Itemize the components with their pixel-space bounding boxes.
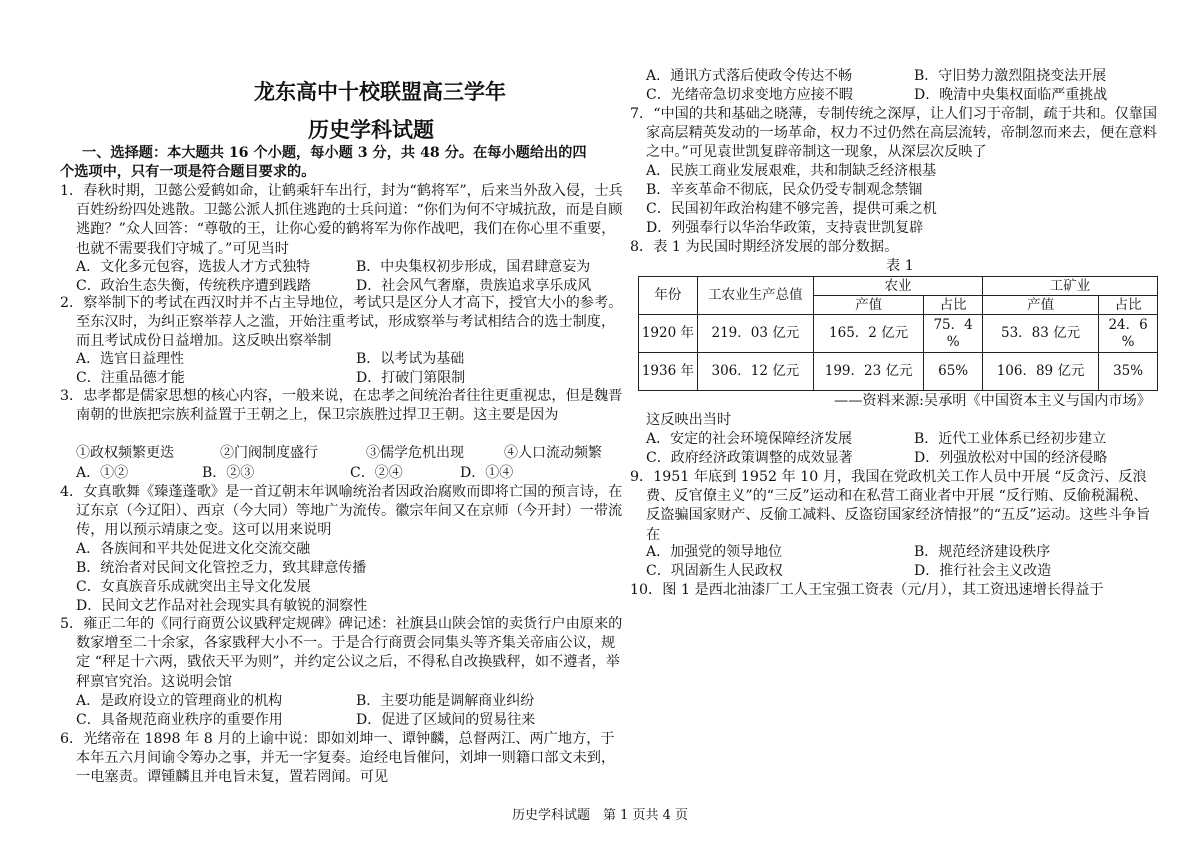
- option-b: B．近代工业体系已经初步建立: [914, 431, 1107, 447]
- option-b: B．规范经济建设秩序: [914, 544, 1051, 560]
- option-c: C．政治生态失衡，传统秩序遭到践踏: [76, 278, 311, 294]
- question-9-stem: 9．1951 年底到 1952 年 10 月，我国在党政机关工作人员中开展 “反贪污、反浪费、反官僚主义”的“三反”运动和在私营工商业者中开展 “反行贿、反偷税漏税、反盗骗国家财产、反偷工减料、反盗窃国家经济情报”的“五反”运动。这些斗争旨在: [630, 469, 1151, 543]
- option-a: A．文化多元包容，选拔人才方式独特: [76, 259, 311, 275]
- question-4-stem: 4．女真歌舞《臻蓬蓬歌》是一首辽朝末年讽喻统治者因政治腐败而即将亡国的预言诗，在辽东京（今辽阳）、西京（今大同）等地广为流传。徽宗年间又在京师（今开封）一带流传，用以预示靖康之变。这可以用来说明: [60, 484, 623, 539]
- option-d: D．促进了区域间的贸易往来: [356, 712, 536, 728]
- question-7-stem: 7．“中国的共和基础之晓薄，专制传统之深厚，让人们习于帝制，疏于共和。仅靠国家高层精英发动的一场革命，权力不过仍然在高层流转，帝制忽而来去，便在意料之中。”可见袁世凯复辟帝制这一现象，从深层次反映了: [630, 106, 1158, 161]
- question-1-stem: 1．春秋时期，卫懿公爱鹤如命，让鹤乘轩车出行，封为“鹤将军”，后来当外敌入侵，士兵百姓纷纷四处逃散。卫懿公派人抓住逃跑的士兵问道：“你们为何不守城抗敌，而是自顾逃跑？”众人回答：“尊敬的王，让你心爱的鹤将军为你作战吧，我们在你心里不重要，也就不需要我们守城了。”可见当时: [60, 183, 623, 257]
- question-8-stem: 8．表 1 为民国时期经济发展的部分数据。: [630, 239, 899, 255]
- item-4: ④人口流动频繁: [504, 445, 602, 461]
- table-header-year: 年份: [639, 277, 698, 315]
- option-b: B．主要功能是调解商业纠纷: [356, 693, 535, 709]
- question-3-items: [76, 444, 616, 463]
- table-1-source: ——资料来源:吴承明《中国资本主义与国内市场》: [834, 393, 1151, 409]
- table-1: [638, 276, 1158, 391]
- option-d: D．列强奉行以华治华政策，支持袁世凯复辟: [646, 220, 924, 236]
- question-2-stem: 2．察举制下的考试在西汉时并不占主导地位，考试只是区分人才高下，授官大小的参考。至东汉时，为纠正察举荐人之滥，开始注重考试，形成察举与考试相结合的选士制度，而且考试成份日益增加。这反映出察举制: [60, 295, 623, 350]
- option-b: B．中央集权初步形成，国君肆意妄为: [356, 259, 591, 275]
- question-3-stem: 3．忠孝都是儒家思想的核心内容，一般来说，在忠孝之间统治者往往更重视忠，但是魏晋南朝的世族把宗族利益置于王朝之上，保卫宗族胜过捍卫王朝。这主要是因为: [60, 388, 623, 424]
- table-cell-total: 219．03 亿元: [697, 315, 813, 353]
- option-d: D．民间文艺作品对社会现实具有敏锐的洞察性: [76, 598, 368, 614]
- table-cell-agri-value: 199．23 亿元: [813, 353, 923, 391]
- table-1-caption: 表 1: [886, 258, 914, 274]
- table-cell-ind-value: 106．89 亿元: [982, 353, 1098, 391]
- table-header-agri-share: 占比: [924, 296, 983, 315]
- table-cell-year: 1936 年: [639, 353, 698, 391]
- table-header-ind-share: 占比: [1099, 296, 1158, 315]
- table-cell-total: 306．12 亿元: [697, 353, 813, 391]
- question-4-options: [76, 540, 616, 616]
- table-cell-ind-value: 53．83 亿元: [982, 315, 1098, 353]
- item-1: ①政权频繁更迭: [76, 445, 174, 461]
- table-cell-ind-share: 24．6 %: [1099, 315, 1158, 353]
- option-a: A．是政府设立的管理商业的机构: [76, 693, 283, 709]
- option-b: B．辛亥革命不彻底，民众仍受专制观念禁锢: [646, 182, 923, 198]
- option-a: A．①②: [76, 465, 129, 481]
- page-footer: 历史学科试题 第 1 页共 4 页: [511, 808, 689, 823]
- option-c: C．注重品德才能: [76, 370, 185, 386]
- question-7-options: [646, 162, 1166, 238]
- option-b: B．统治者对民间文化管控乏力，致其肆意传播: [76, 560, 367, 576]
- option-d: D．列强放松对中国的经济侵略: [914, 450, 1108, 466]
- option-a: A．通讯方式落后使政令传达不畅: [646, 68, 853, 84]
- option-c: C．民国初年政治构建不够完善，提供可乘之机: [646, 201, 937, 217]
- table-cell-year: 1920 年: [639, 315, 698, 353]
- option-c: C．女真族音乐成就突出主导文化发展: [76, 579, 311, 595]
- item-2: ②门阀制度盛行: [220, 445, 318, 461]
- option-b: B．守旧势力激烈阻挠变法开展: [914, 68, 1107, 84]
- option-c: C．光绪帝急切求变地方应接不暇: [646, 87, 853, 103]
- table-cell-agri-value: 165．2 亿元: [813, 315, 923, 353]
- exam-title-school: 龙东高中十校联盟高三学年: [254, 79, 506, 104]
- option-a: A．加强党的领导地位: [646, 544, 783, 560]
- option-d: D．晚清中央集权面临严重挑战: [914, 87, 1108, 103]
- question-10-stem: 10．图 1 是西北油漆厂工人王宝强工资表（元/月），其工资迅速增长得益于: [630, 582, 1104, 598]
- table-header-ind-value: 产值: [982, 296, 1098, 315]
- option-d: D．社会风气奢靡，贵族追求享乐成风: [356, 278, 592, 294]
- option-d: D．①④: [460, 465, 514, 481]
- table-row: [639, 353, 1158, 391]
- question-2-options: [76, 350, 616, 388]
- table-row: [639, 315, 1158, 353]
- option-c: C．巩固新生人民政权: [646, 563, 783, 579]
- option-c: C．②④: [350, 465, 403, 481]
- exam-title-subject: 历史学科试题: [308, 117, 434, 142]
- table-cell-agri-share: 75．4 %: [924, 315, 983, 353]
- item-3: ③儒学危机出现: [366, 445, 464, 461]
- table-cell-agri-share: 65%: [924, 353, 983, 391]
- option-d: D．推行社会主义改造: [914, 563, 1052, 579]
- option-d: D．打破门第限制: [356, 370, 466, 386]
- question-9-options: [646, 543, 1166, 581]
- table-header-agriculture: 农业: [813, 277, 982, 296]
- option-a: A．安定的社会环境保障经济发展: [646, 431, 853, 447]
- question-5-options: [76, 692, 616, 730]
- question-6-options: [646, 67, 1166, 105]
- table-cell-ind-share: 35%: [1099, 353, 1158, 391]
- option-c: C．具备规范商业秩序的重要作用: [76, 712, 283, 728]
- option-c: C．政府经济政策调整的成效显著: [646, 450, 853, 466]
- table-header-total: 工农业生产总值: [697, 277, 813, 315]
- section-instructions-line2: 个选项中，只有一项是符合题目要求的。: [60, 164, 316, 180]
- option-b: B．以考试为基础: [356, 351, 465, 367]
- option-a: A．各族间和平共处促进文化交流交融: [76, 541, 311, 557]
- section-instructions-line1: 一、选择题：本大题共 16 个小题，每小题 3 分，共 48 分。在每小题给出的四: [82, 145, 587, 161]
- option-a: A．民族工商业发展艰难，共和制缺乏经济根基: [646, 163, 937, 179]
- question-1-options: [76, 258, 616, 296]
- question-6-stem: 6．光绪帝在 1898 年 8 月的上谕中说：即如刘坤一、谭钟麟，总督两江、两广地方，于本年五六月间谕令筹办之事，并无一字复奏。迨经电旨催问，刘坤一则籍口部文未到，一电塞责。谭锺麟且并电旨未复，置若罔闻。可见: [60, 731, 616, 786]
- table-header-industry: 工矿业: [982, 277, 1157, 296]
- question-3-options: [76, 464, 616, 483]
- question-8-options: [646, 430, 1166, 468]
- table-header-agri-value: 产值: [813, 296, 923, 315]
- question-8-followup: 这反映出当时: [646, 412, 732, 428]
- option-b: B．②③: [202, 465, 255, 481]
- option-a: A．选官日益理性: [76, 351, 185, 367]
- question-5-stem: 5．雍正二年的《同行商贾公议戥秤定规碑》碑记述：社旗县山陕会馆的卖货行户由原来的数家增至二十余家，各家戥秤大小不一。于是合行商贾会同集头等齐集关帝庙公议，规定 “秤足十六两，戥依天平为则”，并约定公议之后，不得私自改换戥秤，如不遵者，举秤禀官究治。这说明会馆: [60, 616, 623, 690]
